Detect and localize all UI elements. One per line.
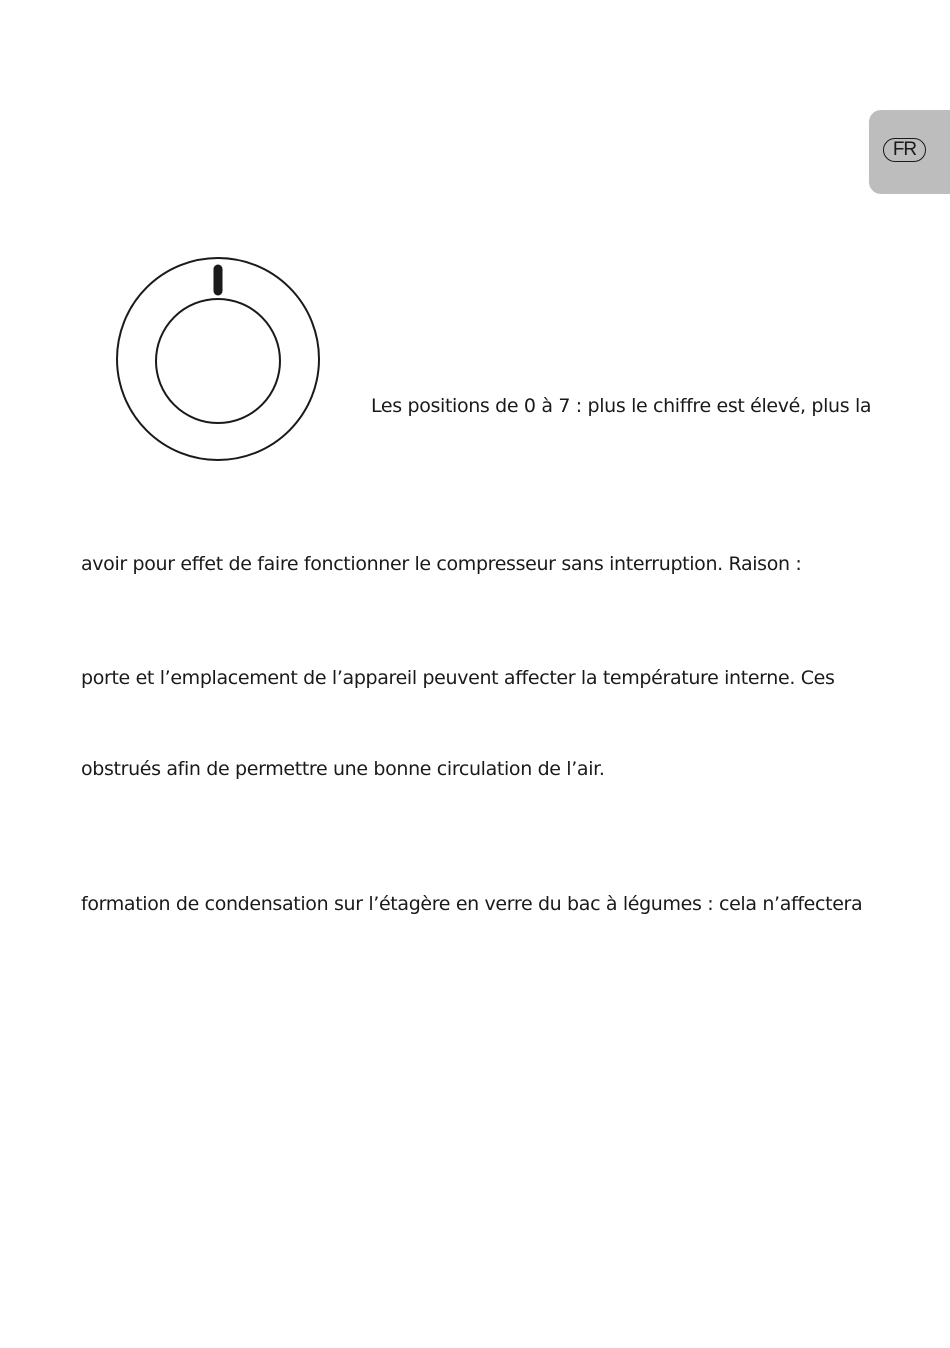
- body-text-line: avoir pour effet de faire fonctionner le compresseur sans interruption. Raison :: [81, 553, 802, 575]
- body-text-line: formation de condensation sur l’étagère en verre du bac à légumes : cela n’affectera: [81, 893, 863, 915]
- dial-inner-knob: [156, 299, 280, 423]
- body-text-line: obstrués afin de permettre une bonne circulation de l’air.: [81, 758, 605, 780]
- body-text-line: porte et l’emplacement de l’appareil peuvent affecter la température interne. Ces: [81, 667, 835, 689]
- language-tab: [869, 110, 950, 194]
- dial-caption-text: Les positions de 0 à 7 : plus le chiffre est élevé, plus la: [371, 395, 872, 417]
- language-badge: FR: [883, 138, 926, 162]
- thermostat-dial-icon: [114, 255, 322, 463]
